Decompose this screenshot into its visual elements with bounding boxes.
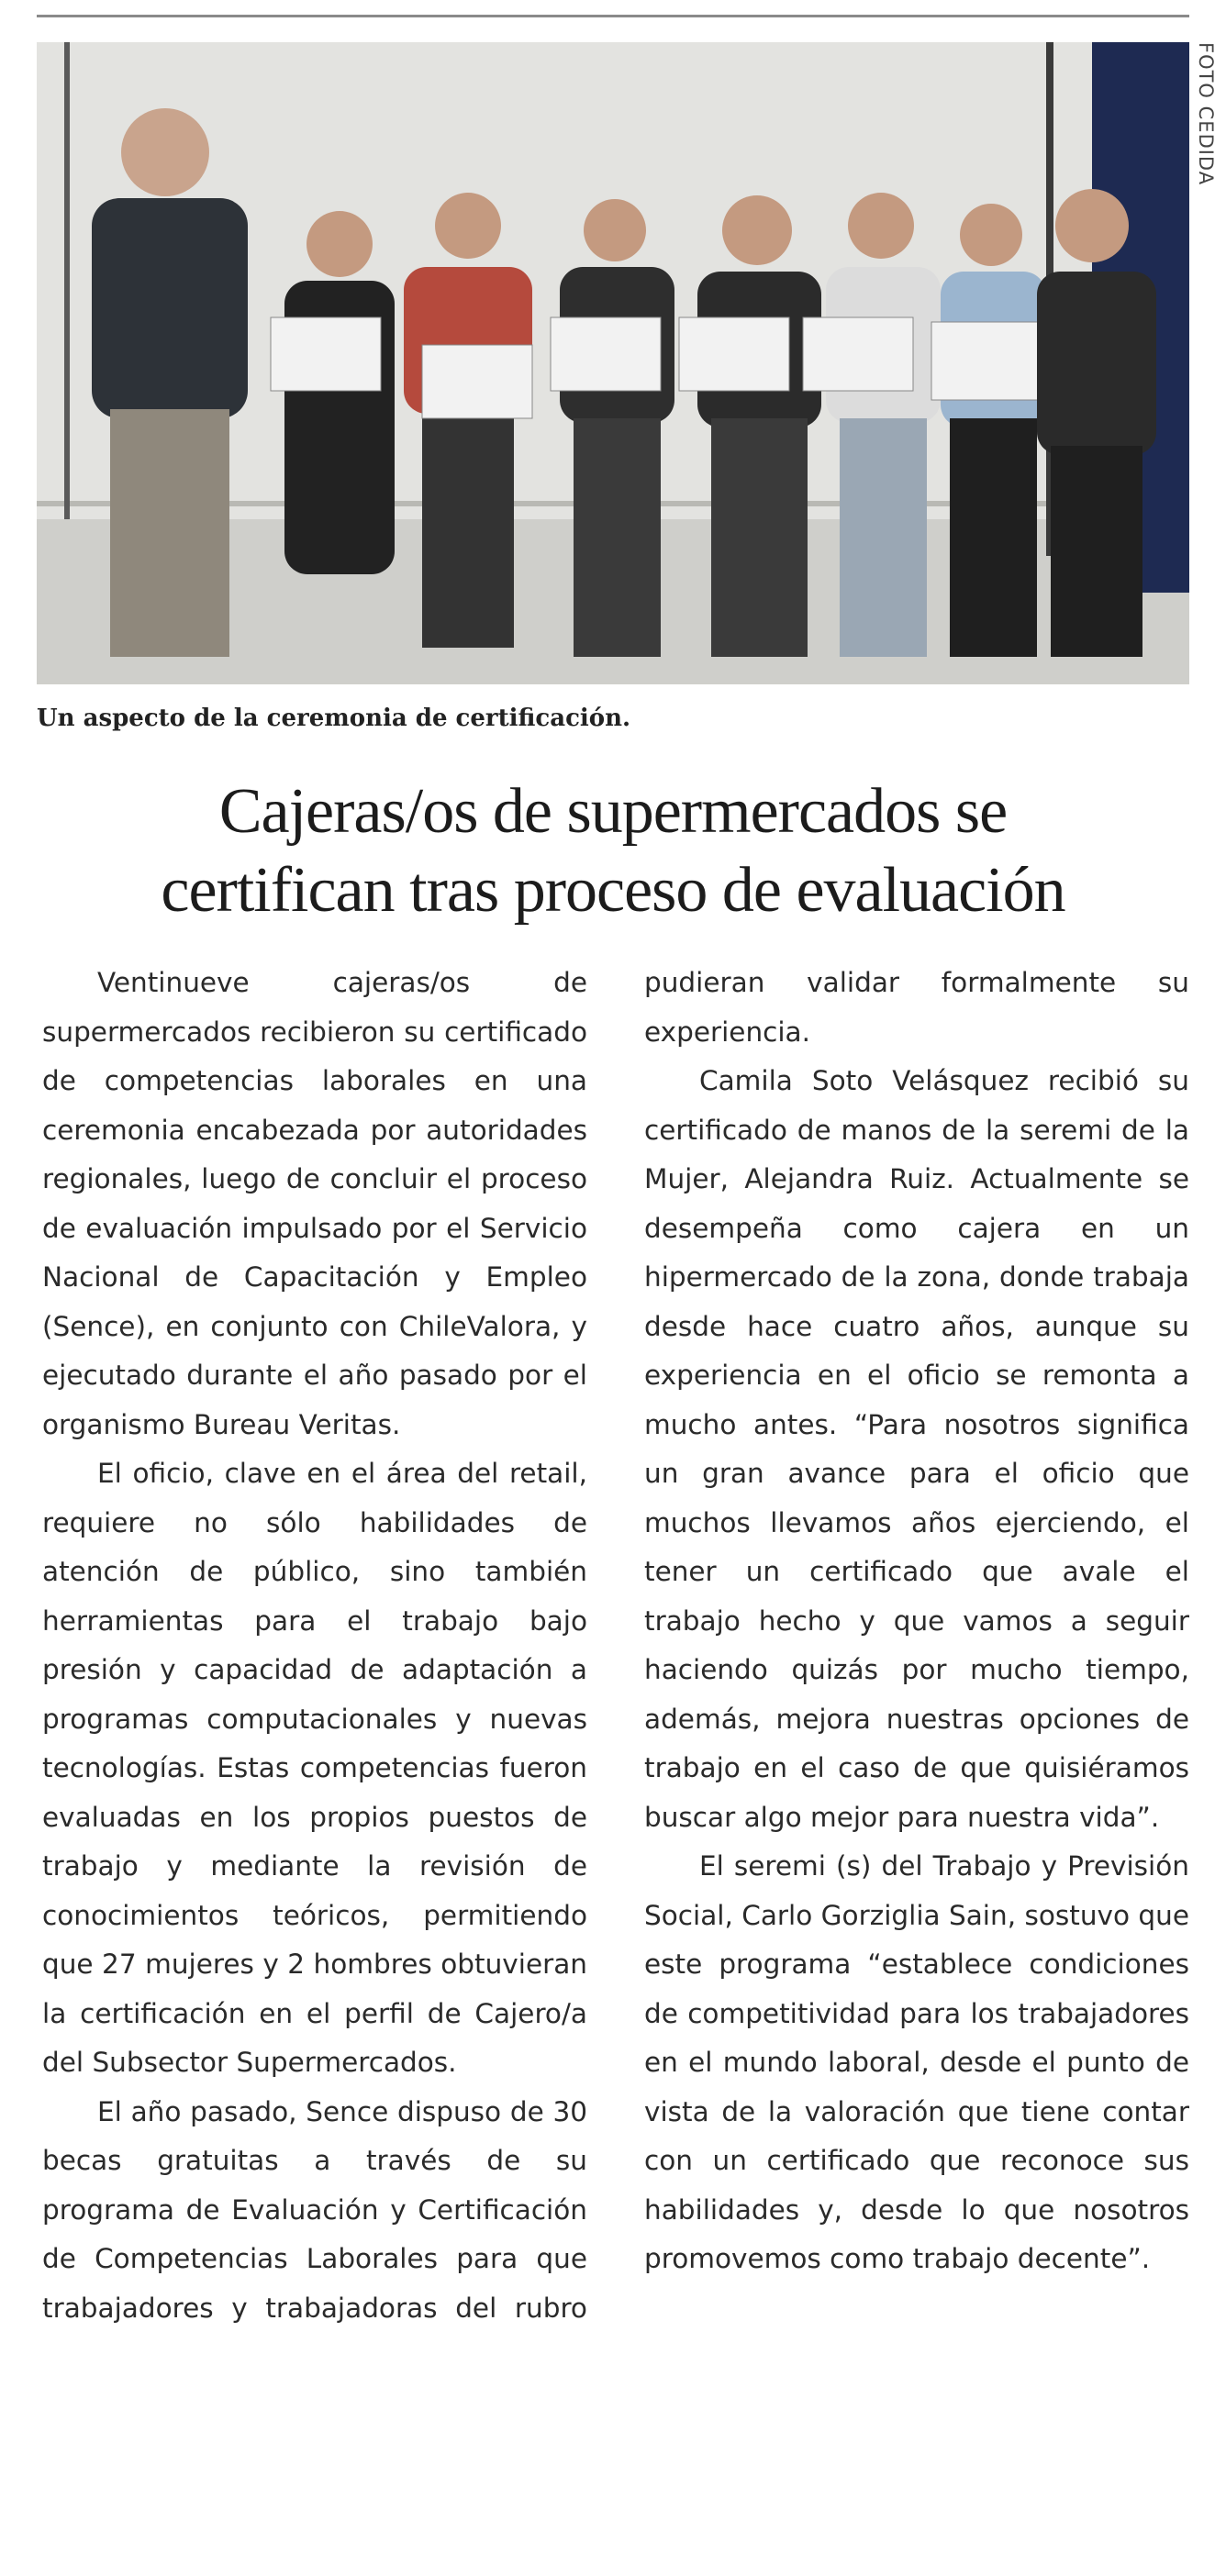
photo-credit-text: FOTO CEDIDA — [1195, 42, 1217, 186]
paragraph-5: El seremi (s) del Trabajo y Previsión Social, Carlo Gorziglia Sain, sostuvo que este programa “establece condiciones de competitividad para los trabajadores en el mundo laboral, desde el punto de vista de la valoración que tiene contar con un certificado que reconoce sus habilidades y, desde lo que nosotros promovemos como trabajo decente”. — [644, 1850, 1189, 2274]
photo-credit — [1189, 42, 1222, 226]
top-rule — [37, 15, 1189, 17]
article-body — [42, 959, 1189, 2555]
photo-caption: Un aspecto de la ceremonia de certificación. — [37, 705, 631, 732]
paragraph-2: El oficio, clave en el área del retail, requiere no sólo habilidades de atención de público, sino también herramientas para el trabajo bajo presión y capacidad de adaptación a programas computacionales y nuevas tecnologías. Estas competencias fueron evaluadas en los propios puestos de trabajo y mediante la revisión de conocimientos teóricos, permitiendo que 27 mujeres y 2 hombres obtuvieran la certificación en el perfil de Cajero/a del Subsector Supermercados. — [42, 1458, 587, 2078]
paragraph-3: El año pasado, Sence dispuso de 30 becas gratuitas a través de su programa de Evaluación y Certificación de Competencias Laborales para que trabajadores y trabajadoras del rubro pudieran validar formalmente su experiencia. — [42, 967, 1189, 2324]
group-photo-illustration — [37, 42, 1189, 684]
headline — [37, 772, 1189, 930]
article-photo — [37, 42, 1189, 684]
paragraph-4: Camila Soto Velásquez recibió su certificado de manos de la seremi de la Mujer, Alejandra Ruiz. Actualmente se desempeña como cajera en un hipermercado de la zona, donde trabaja desde hace cuatro años, aunque su experiencia en el oficio se remonta a mucho antes. “Para nosotros significa un gran avance para el oficio que muchos llevamos años ejerciendo, el tener un certificado que avale el trabajo hecho y que vamos a seguir haciendo quizás por mucho tiempo, además, mejora nuestras opciones de trabajo en el caso de que quisiéramos buscar algo mejor para nuestra vida”. — [644, 1065, 1189, 1833]
paragraph-1: Ventinueve cajeras/os de supermercados recibieron su certificado de competencias laborales en una ceremonia encabezada por autoridades regionales, luego de concluir el proceso de evaluación impulsado por el Servicio Nacional de Capacitación y Empleo (Sence), en conjunto con ChileValora, y ejecutado durante el año pasado por el organismo Bureau Veritas. — [42, 967, 587, 1440]
headline-line-2: certifican tras proceso de evaluación — [161, 855, 1065, 926]
headline-line-1: Cajeras/os de supermercados se — [218, 776, 1008, 847]
